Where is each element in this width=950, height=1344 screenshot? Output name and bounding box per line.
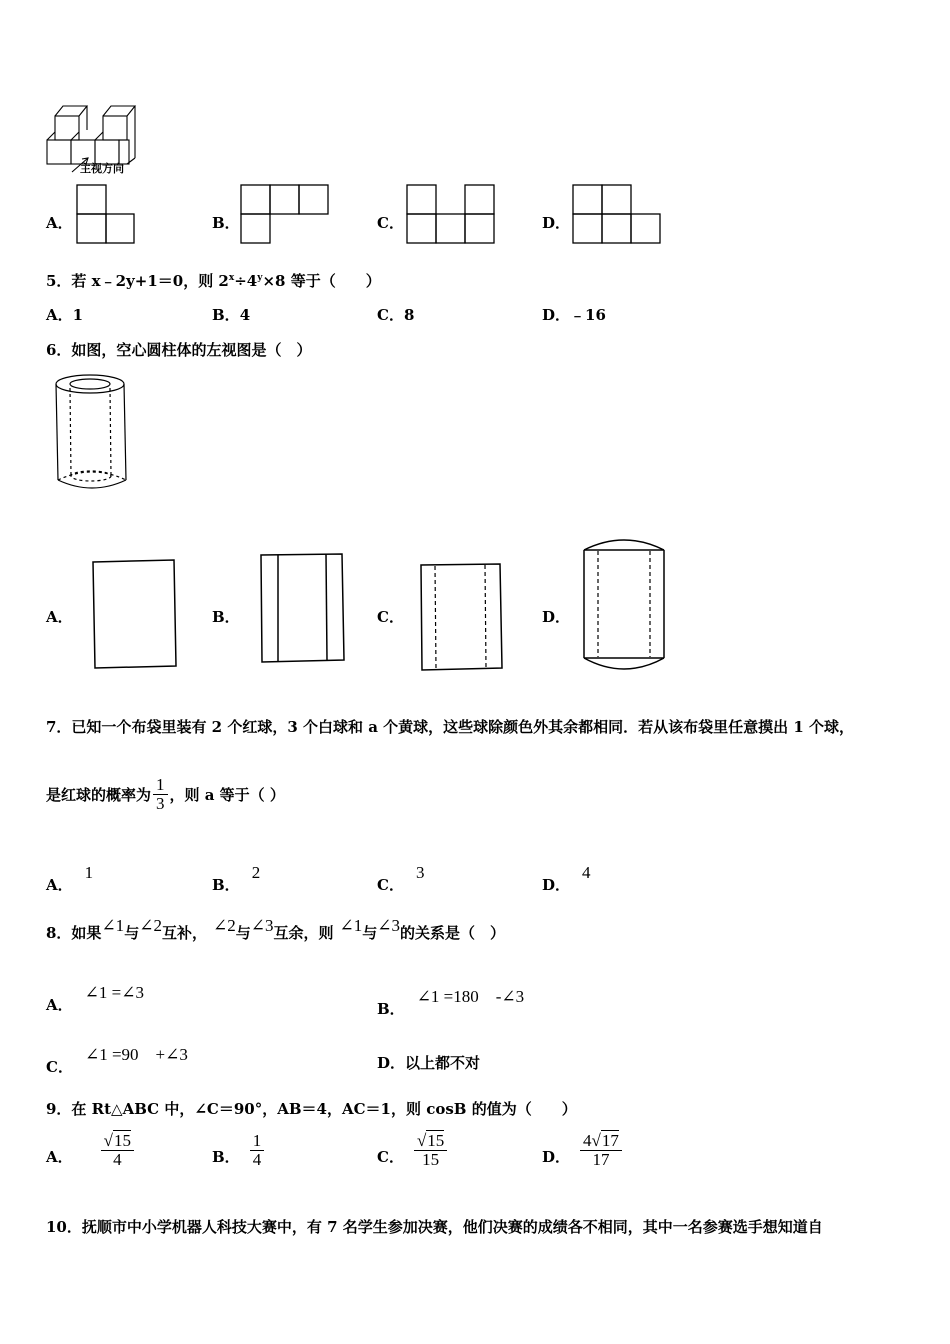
q5-option-a[interactable] <box>46 304 83 325</box>
q8-option-c-label: C． <box>46 1058 73 1076</box>
hollow-cylinder-figure <box>52 372 132 494</box>
q9-option-b-numerator: 1 <box>250 1132 265 1151</box>
q4-option-d-label[interactable]: D． <box>542 214 571 232</box>
q9-option-a-label: A． <box>46 1147 73 1166</box>
q8-t2: 互补， <box>161 924 207 942</box>
q7-option-d-label: D． <box>542 876 571 894</box>
q5-option-d[interactable] <box>542 304 606 325</box>
q9-option-c-numerator: √15 <box>414 1132 447 1151</box>
q5-stem-mid: ÷4 <box>234 272 258 290</box>
q8-angle-2: ∠2 <box>139 916 162 935</box>
q7-option-b[interactable] <box>212 862 261 894</box>
q7-probability-fraction <box>153 776 168 813</box>
q7-option-d-value: 4 <box>582 863 591 882</box>
q4-option-b-label[interactable]: B． <box>212 214 240 232</box>
q7-prob-denominator: 3 <box>156 793 165 813</box>
q9-option-a-fraction <box>101 1132 134 1169</box>
q4-option-a-label[interactable]: A． <box>46 214 73 232</box>
q6-option-a-shape[interactable] <box>92 558 178 670</box>
q5-stem <box>46 270 381 291</box>
q7-option-a-value: 1 <box>84 863 94 882</box>
q8-option-b-expr: ∠1 =180 -∠3 <box>416 987 525 1006</box>
q8-option-c[interactable] <box>46 1040 188 1076</box>
q9-option-a[interactable] <box>46 1132 134 1169</box>
q9-option-d-denominator: 17 <box>592 1149 610 1169</box>
q8-option-b[interactable] <box>377 982 525 1018</box>
q9-option-d-radicand: 17 <box>601 1131 619 1150</box>
q8-option-b-label: B． <box>377 1000 405 1018</box>
q4-option-b-shape[interactable] <box>240 184 330 246</box>
q7-option-b-label: B． <box>212 876 240 894</box>
q9-option-c-denominator: 15 <box>422 1149 440 1169</box>
q5-stem-prefix: 5．若 x﹣2y+1＝0，则 2 <box>46 272 229 290</box>
q6-option-c-shape[interactable] <box>418 562 504 672</box>
q8-option-d-text: 以上都不对 <box>405 1054 481 1072</box>
q7-prob-numerator: 1 <box>153 776 168 795</box>
q6-stem: 6．如图，空心圆柱体的左视图是（ ） <box>46 341 312 359</box>
q5-option-b-value: 4 <box>239 306 251 324</box>
q5-option-c[interactable] <box>377 304 414 325</box>
q9-option-d[interactable] <box>542 1132 622 1169</box>
q7-option-b-value: 2 <box>251 863 261 882</box>
q9-option-d-numerator: 4√17 <box>580 1132 622 1151</box>
q9-option-d-label: D． <box>542 1147 571 1166</box>
q8-t1: 与 <box>124 924 140 942</box>
q8-stem <box>46 916 506 943</box>
q9-option-b-label: B． <box>212 1147 240 1166</box>
q6-option-c-label[interactable]: C． <box>377 608 404 626</box>
q5-option-d-label: D． <box>542 306 571 324</box>
q4-option-c-shape[interactable] <box>406 184 496 246</box>
q5-option-c-value: 8 <box>403 306 415 324</box>
q5-sup-y: y <box>257 273 263 283</box>
q6-option-b-label[interactable]: B． <box>212 608 240 626</box>
q4-option-c-label[interactable]: C． <box>377 214 404 232</box>
q5-sup-x: x <box>228 273 235 283</box>
q9-option-a-numerator: √15 <box>101 1132 134 1151</box>
q7-option-c[interactable] <box>377 862 425 894</box>
q8-angle-5: ∠1 <box>339 916 363 935</box>
q7-stem-line2-suffix: ，则 a 等于（ ） <box>169 785 285 804</box>
q9-option-c-fraction <box>414 1132 447 1169</box>
q7-option-a[interactable] <box>46 862 94 894</box>
q8-prefix: 8．如果 <box>46 924 102 942</box>
q9-option-c[interactable] <box>377 1132 447 1169</box>
q8-option-a-label: A． <box>46 996 73 1014</box>
q5-option-a-value: 1 <box>72 306 84 324</box>
q9-option-a-denominator: 4 <box>113 1149 122 1169</box>
q9-option-b[interactable] <box>212 1132 264 1169</box>
q9-option-c-radicand: 15 <box>427 1131 445 1150</box>
q8-angle-6: ∠3 <box>377 916 401 935</box>
q7-option-a-label: A． <box>46 876 73 894</box>
q7-stem-line2 <box>46 776 285 813</box>
q4-option-a-shape[interactable] <box>76 184 136 246</box>
q8-option-c-expr: ∠1 =90 +∠3 <box>84 1045 188 1064</box>
q5-option-c-label: C． <box>377 306 404 324</box>
q5-option-b[interactable] <box>212 304 250 325</box>
q7-option-c-label: C． <box>377 876 404 894</box>
q7-option-c-value: 3 <box>415 863 425 882</box>
q5-option-a-label: A． <box>46 306 73 324</box>
q6-option-d-shape[interactable] <box>580 536 668 676</box>
view-direction-caption: 主视方向 <box>80 162 124 175</box>
q6-option-d-label[interactable]: D． <box>542 608 571 626</box>
q4-option-d-shape[interactable] <box>572 184 662 246</box>
q9-option-d-fraction <box>580 1132 622 1169</box>
q9-option-b-fraction <box>250 1132 265 1169</box>
q10-stem: 10．抚顺市中小学机器人科技大赛中，有 7 名学生参加决赛，他们决赛的成绩各不相同，其中一名参赛选手想知道自 <box>46 1218 823 1236</box>
q6-option-b-shape[interactable] <box>258 552 346 664</box>
q9-option-d-coef: 4 <box>583 1131 592 1150</box>
q9-option-b-denominator: 4 <box>252 1149 262 1169</box>
q8-option-d-label: D． <box>377 1054 406 1072</box>
q7-stem-line1: 7．已知一个布袋里装有 2 个红球，3 个白球和 a 个黄球，这些球除颜色外其余都相同．若从该布袋里任意摸出 1 个球， <box>46 718 855 736</box>
q8-angle-4: ∠3 <box>250 916 274 935</box>
q8-t6: 的关系是（ ） <box>400 924 506 942</box>
q8-t5: 与 <box>362 924 378 942</box>
q7-option-d[interactable] <box>542 862 591 894</box>
q8-t4: 互余，则 <box>273 924 334 942</box>
q8-angle-3: ∠2 <box>212 916 236 935</box>
q9-option-c-label: C． <box>377 1147 404 1166</box>
q5-option-b-label: B． <box>212 306 240 324</box>
q8-option-a[interactable] <box>46 982 144 1014</box>
q8-option-a-expr: ∠1 =∠3 <box>84 983 144 1002</box>
q8-t3: 与 <box>235 924 251 942</box>
q5-option-d-value: ﹣16 <box>570 306 606 324</box>
q6-option-a-label[interactable]: A． <box>46 608 73 626</box>
q9-stem: 9．在 Rt△ABC 中，∠C＝90°，AB＝4，AC＝1，则 cosB 的值为（ ） <box>46 1100 577 1118</box>
q8-angle-1: ∠1 <box>101 916 125 935</box>
q9-option-a-radicand: 15 <box>113 1131 131 1150</box>
q5-stem-suffix: ×8 等于（ ） <box>262 272 381 290</box>
q8-option-d[interactable] <box>377 1052 480 1073</box>
q7-stem-line2-prefix: 是红球的概率为 <box>46 785 152 804</box>
